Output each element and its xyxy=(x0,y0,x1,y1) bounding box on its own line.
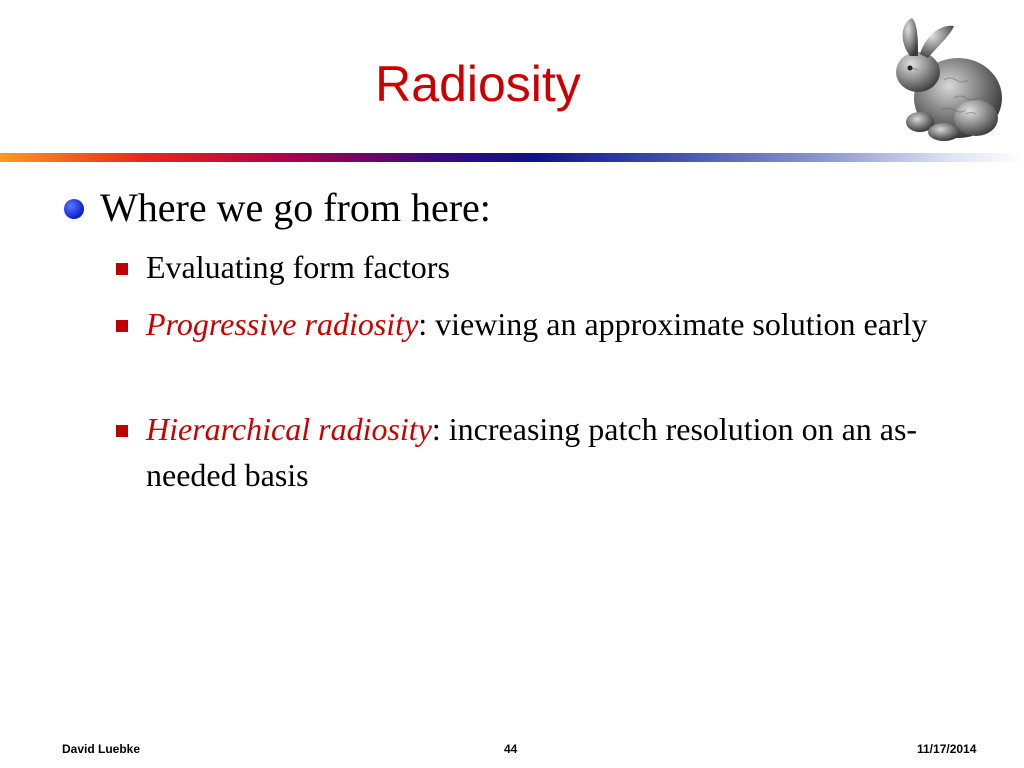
round-bullet-icon xyxy=(64,199,84,219)
footer-author: David Luebke xyxy=(62,742,141,756)
sub-item-3-text: : increasing patch resolution on an as-needed basis xyxy=(146,411,918,493)
slide-title: Radiosity xyxy=(375,56,581,112)
sub-item-2-emphasis: Progressive radiosity xyxy=(146,306,419,342)
sub-item-1-text: Evaluating form factors xyxy=(146,249,450,285)
footer-date: 11/17/2014 xyxy=(917,742,977,756)
square-bullet-icon xyxy=(116,320,128,332)
sub-item-3 xyxy=(146,406,966,498)
sub-item-1 xyxy=(146,244,966,290)
sub-item-3-emphasis: Hierarchical radiosity xyxy=(146,411,432,447)
square-bullet-icon xyxy=(116,263,128,275)
main-bullet-text: Where we go from here: xyxy=(100,185,491,230)
sub-item-2-text: : viewing an approximate solution early xyxy=(418,306,928,342)
square-bullet-icon xyxy=(116,425,128,437)
footer-page-number: 44 xyxy=(504,742,518,756)
sub-item-2 xyxy=(146,301,966,347)
